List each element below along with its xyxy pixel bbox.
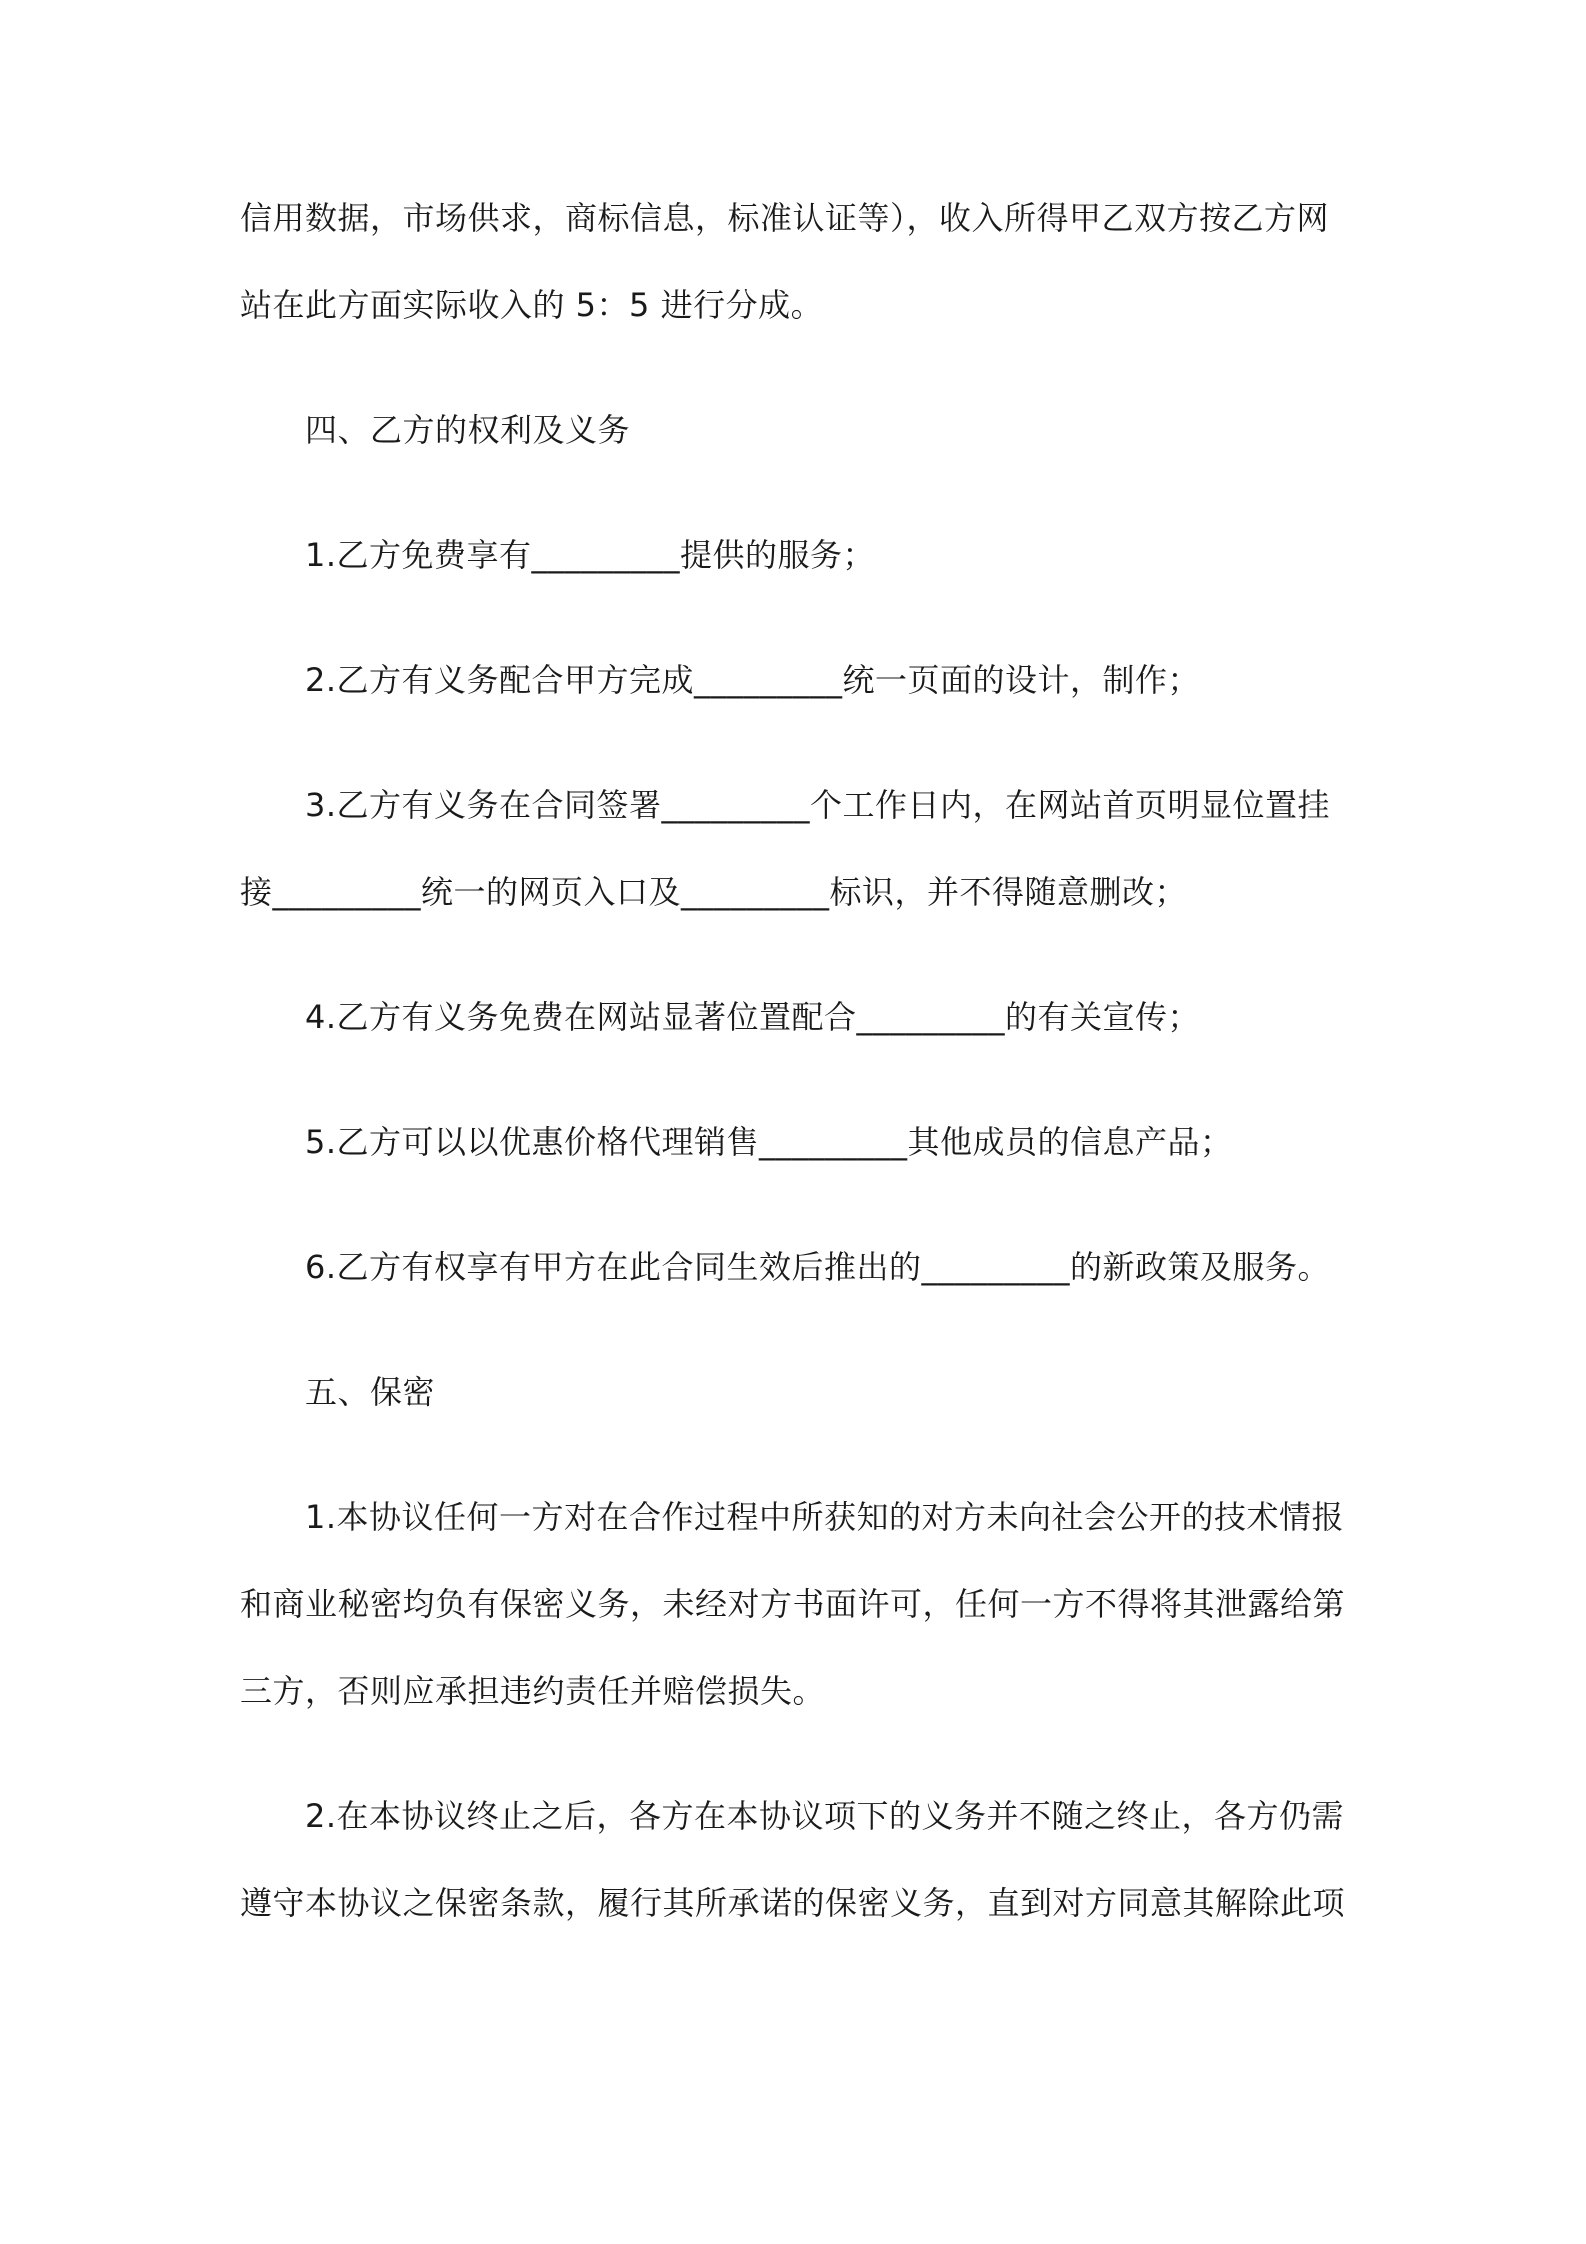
list-item-continuation: 接_________统一的网页入口及_________标识，并不得随意删改； [240,873,1188,911]
paragraph-line: 和商业秘密均负有保密义务，未经对方书面许可，任何一方不得将其泄露给第 [240,1585,1346,1623]
list-item: 6.乙方有权享有甲方在此合同生效后推出的_________的新政策及服务。 [305,1248,1331,1286]
paragraph-line: 三方，否则应承担违约责任并赔偿损失。 [240,1672,826,1710]
list-item: 3.乙方有义务在合同签署_________个工作日内，在网站首页明显位置挂 [305,786,1331,824]
list-item: 4.乙方有义务免费在网站显著位置配合_________的有关宣传； [305,998,1201,1036]
section-heading: 四、乙方的权利及义务 [305,411,631,449]
paragraph-line: 1.本协议任何一方对在合作过程中所获知的对方未向社会公开的技术情报 [305,1498,1345,1536]
paragraph-line: 信用数据，市场供求，商标信息，标准认证等），收入所得甲乙双方按乙方网 [240,199,1330,237]
list-item: 5.乙方可以以优惠价格代理销售_________其他成员的信息产品； [305,1123,1233,1161]
section-heading: 五、保密 [305,1373,436,1411]
list-item: 1.乙方免费享有_________提供的服务； [305,536,876,574]
list-item: 2.乙方有义务配合甲方完成_________统一页面的设计，制作； [305,661,1201,699]
paragraph-line: 遵守本协议之保密条款，履行其所承诺的保密义务，直到对方同意其解除此项 [240,1884,1346,1922]
paragraph-line: 站在此方面实际收入的 5：5 进行分成。 [240,286,824,324]
paragraph-line: 2.在本协议终止之后，各方在本协议项下的义务并不随之终止，各方仍需 [305,1797,1345,1835]
